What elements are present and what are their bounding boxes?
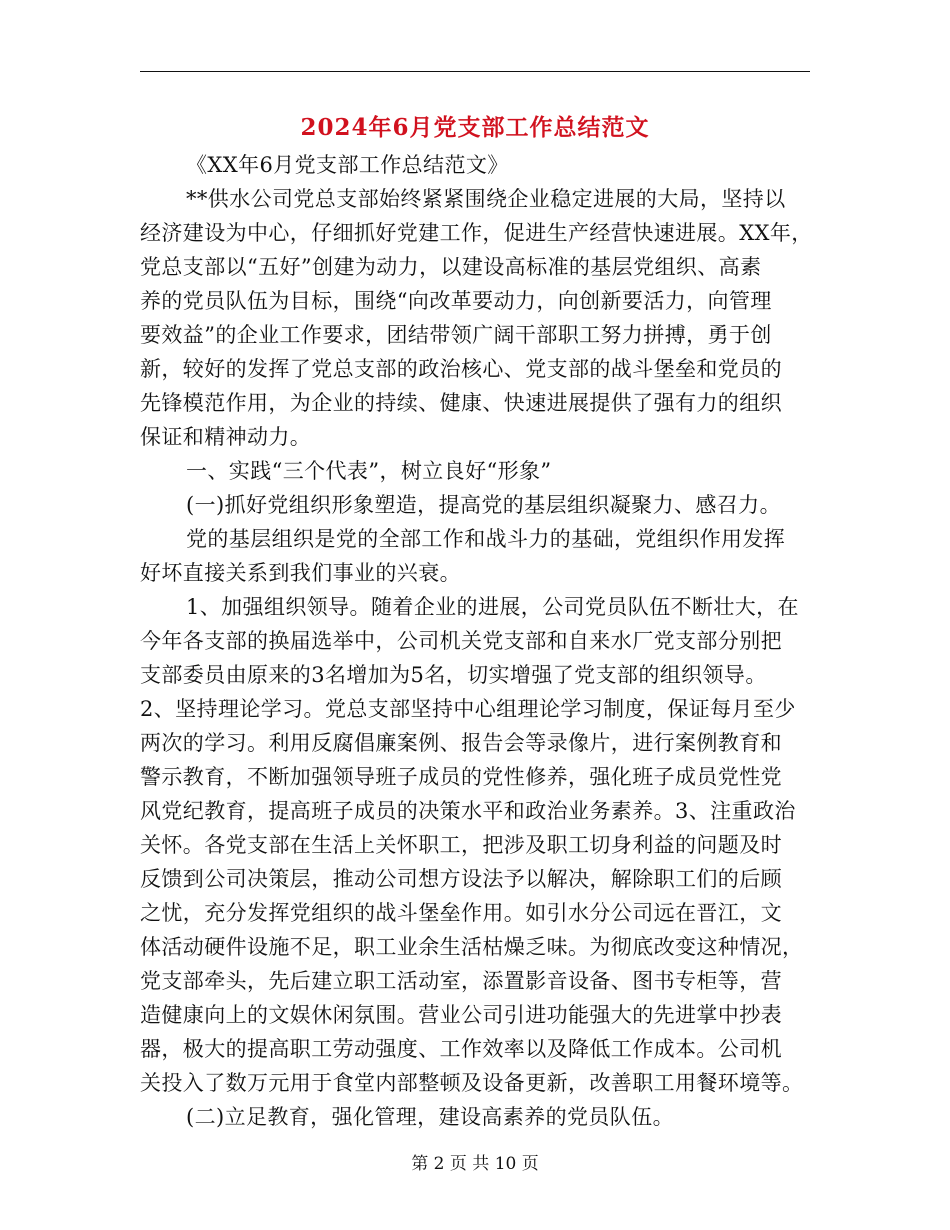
page-number: 第 2 页 共 10 页 [411, 1154, 539, 1174]
body-line: 反馈到公司决策层，推动公司想方设法予以解决，解除职工们的后顾 [140, 867, 782, 891]
body-line: **供水公司党总支部始终紧紧围绕企业稳定进展的大局，坚持以 [186, 187, 786, 211]
body-line: 今年各支部的换届选举中，公司机关党支部和自来水厂党支部分别把 [140, 629, 782, 653]
document-title: 2024年6月党支部工作总结范文 [300, 114, 650, 141]
body-line: 好坏直接关系到我们事业的兴衰。 [140, 561, 461, 585]
document-body [140, 148, 813, 1134]
body-line: 先锋模范作用，为企业的持续、健康、快速进展提供了强有力的组织 [140, 391, 782, 415]
body-line: 支部委员由原来的3名增加为5名，切实增强了党支部的组织领导。 [140, 663, 767, 687]
body-line: 之忧，充分发挥党组织的战斗堡垒作用。如引水分公司远在晋江，文 [140, 901, 782, 925]
body-line: 警示教育，不断加强领导班子成员的党性修养，强化班子成员党性党 [140, 765, 782, 789]
body-line: 2、坚持理论学习。党总支部坚持中心组理论学习制度，保证每月至少 [140, 697, 796, 721]
body-line: 养的党员队伍为目标，围绕“向改革要动力，向创新要活力，向管理 [140, 289, 772, 313]
section-heading: 一、实践“三个代表”，树立良好“形象” [186, 459, 552, 483]
body-line: 《XX年6月党支部工作总结范文》 [186, 153, 509, 177]
body-line: 关投入了数万元用于食堂内部整顿及设备更新，改善职工用餐环境等。 [140, 1071, 804, 1095]
body-line: 造健康向上的文娱休闲氛围。营业公司引进功能强大的先进掌中抄表 [140, 1003, 782, 1027]
body-line: 体活动硬件设施不足，职工业余生活枯燥乏味。为彻底改变这种情况， [140, 935, 804, 959]
body-line: 关怀。各党支部在生活上关怀职工，把涉及职工切身利益的问题及时 [140, 833, 782, 857]
body-line: 党的基层组织是党的全部工作和战斗力的基础，党组织作用发挥 [186, 527, 786, 551]
body-line: 器，极大的提高职工劳动强度、工作效率以及降低工作成本。公司机 [140, 1037, 782, 1061]
subsection-heading: (一)抓好党组织形象塑造，提高党的基层组织凝聚力、感召力。 [186, 493, 781, 517]
body-line: 保证和精神动力。 [140, 425, 312, 449]
body-line: 新，较好的发挥了党总支部的政治核心、党支部的战斗堡垒和党员的 [140, 357, 782, 381]
body-line: 风党纪教育，提高班子成员的决策水平和政治业务素养。3、注重政治 [140, 799, 796, 823]
subsection-heading: (二)立足教育，强化管理，建设高素养的党员队伍。 [186, 1105, 674, 1129]
body-line: 要效益”的企业工作要求，团结带领广阔干部职工努力拼搏，勇于创 [140, 323, 772, 347]
header-rule [140, 71, 810, 72]
body-line: 党支部牵头，先后建立职工活动室，添置影音设备、图书专柜等，营 [140, 969, 782, 993]
body-line: 两次的学习。利用反腐倡廉案例、报告会等录像片，进行案例教育和 [140, 731, 782, 755]
body-line: 经济建设为中心，仔细抓好党建工作，促进生产经营快速进展。XX年， [140, 221, 813, 245]
body-line: 党总支部以“五好”创建为动力，以建设高标准的基层党组织、高素 [140, 255, 762, 279]
body-line: 1、加强组织领导。随着企业的进展，公司党员队伍不断壮大，在 [186, 595, 799, 619]
